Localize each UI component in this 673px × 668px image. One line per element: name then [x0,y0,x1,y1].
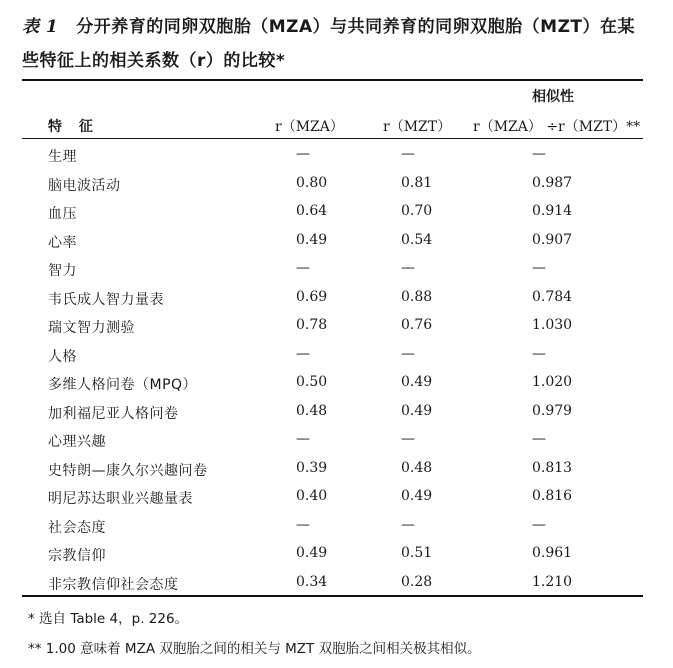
header-similarity: 相似性 [532,89,574,105]
trait-label: 加利福尼亚人格问卷 [48,405,179,422]
r-mza-value: 0.49 [296,545,328,561]
r-mza-value: 0.39 [296,459,328,476]
trait-label: 人格 [48,348,77,365]
r-mzt-value: 0.88 [401,288,433,305]
r-mza-value: 0.48 [296,402,328,419]
r-mzt-value: 0.70 [401,203,433,219]
r-mza-value: 0.49 [296,231,328,248]
table-row [0,255,673,283]
trait-label: 生理 [48,149,77,165]
trait-label: 瑞文智力测验 [48,320,135,336]
trait-label: 智力 [48,263,77,279]
ratio-value: — [532,516,546,533]
trait-label: 非宗教信仰社会态度 [48,576,179,593]
ratio-value: 0.979 [532,402,573,419]
ratio-value: 0.914 [532,203,573,219]
ratio-value: 0.813 [532,459,573,476]
header-r-mzt: r（MZT） [383,119,452,135]
r-mza-value: — [296,260,310,276]
r-mzt-value: — [401,431,415,447]
ratio-value: — [532,146,546,162]
table-row [0,284,673,312]
table-number: 表 1 [22,17,59,37]
header-ratio: r（MZA） ÷r（MZT）** [473,119,641,135]
r-mza-value: 0.69 [296,288,328,305]
trait-label: 韦氏成人智力量表 [48,291,164,308]
ratio-value: — [532,431,546,447]
trait-label: 心理兴趣 [48,434,106,450]
ratio-value: 1.030 [532,317,573,333]
r-mzt-value: 0.49 [401,402,433,419]
r-mza-value: — [296,431,310,447]
header-trait: 特 征 [48,119,99,135]
table-row [0,312,673,340]
r-mza-value: 0.40 [296,488,328,504]
table-caption [22,10,652,78]
trait-label: 心率 [48,234,77,251]
table-row [0,426,673,454]
table-row [0,540,673,568]
trait-label: 脑电波活动 [48,177,121,194]
trait-label: 史特朗—康久尔兴趣问卷 [48,462,208,479]
r-mzt-value: 0.81 [401,174,433,191]
r-mzt-value: 0.28 [401,573,433,590]
ratio-value: 0.987 [532,174,573,191]
table-row [0,170,673,198]
table-row [0,483,673,511]
table-row [0,369,673,397]
r-mza-value: — [296,516,310,533]
r-mza-value: 0.78 [296,317,328,333]
table-row [0,455,673,483]
trait-label: 血压 [48,206,77,222]
r-mzt-value: — [401,345,415,362]
table-title: 分开养育的同卵双胞胎（MZA）与共同养育的同卵双胞胎（MZT）在某些特征上的相关系数（r）的比较* [22,17,635,71]
r-mza-value: 0.64 [296,203,328,219]
top-rule [22,79,643,81]
r-mzt-value: 0.76 [401,317,433,333]
footnote-source: * 选自 Table 4，p. 226。 [28,611,189,627]
table-row [0,227,673,255]
ratio-value: 0.816 [532,488,573,504]
trait-label: 社会态度 [48,519,106,536]
footnote-ratio: ** 1.00 意味着 MZA 双胞胎之间的相关与 MZT 双胞胎之间相关极其相似。 [28,641,481,657]
ratio-value: 0.961 [532,545,573,561]
r-mza-value: 0.80 [296,174,328,191]
r-mzt-value: — [401,146,415,162]
table-row [0,198,673,226]
r-mzt-value: 0.51 [401,545,433,561]
trait-label: 宗教信仰 [48,548,106,564]
r-mza-value: 0.34 [296,573,328,590]
ratio-value: 1.210 [532,573,573,590]
table-row [0,341,673,369]
r-mzt-value: 0.48 [401,459,433,476]
table-row [0,569,673,597]
r-mza-value: 0.50 [296,374,328,390]
r-mzt-value: — [401,260,415,276]
header-rule [22,138,643,139]
r-mzt-value: 0.49 [401,374,433,390]
ratio-value: 1.020 [532,374,573,390]
table-row [0,398,673,426]
r-mzt-value: — [401,516,415,533]
r-mza-value: — [296,345,310,362]
bottom-rule [22,595,643,597]
ratio-value: — [532,345,546,362]
r-mza-value: — [296,146,310,162]
r-mzt-value: 0.54 [401,231,433,248]
table-row [0,141,673,169]
trait-label: 明尼苏达职业兴趣量表 [48,491,193,507]
r-mzt-value: 0.49 [401,488,433,504]
trait-label: 多维人格问卷（MPQ） [48,377,198,393]
ratio-value: 0.907 [532,231,573,248]
ratio-value: 0.784 [532,288,573,305]
header-r-mza: r（MZA） [275,119,344,135]
table-row [0,512,673,540]
ratio-value: — [532,260,546,276]
